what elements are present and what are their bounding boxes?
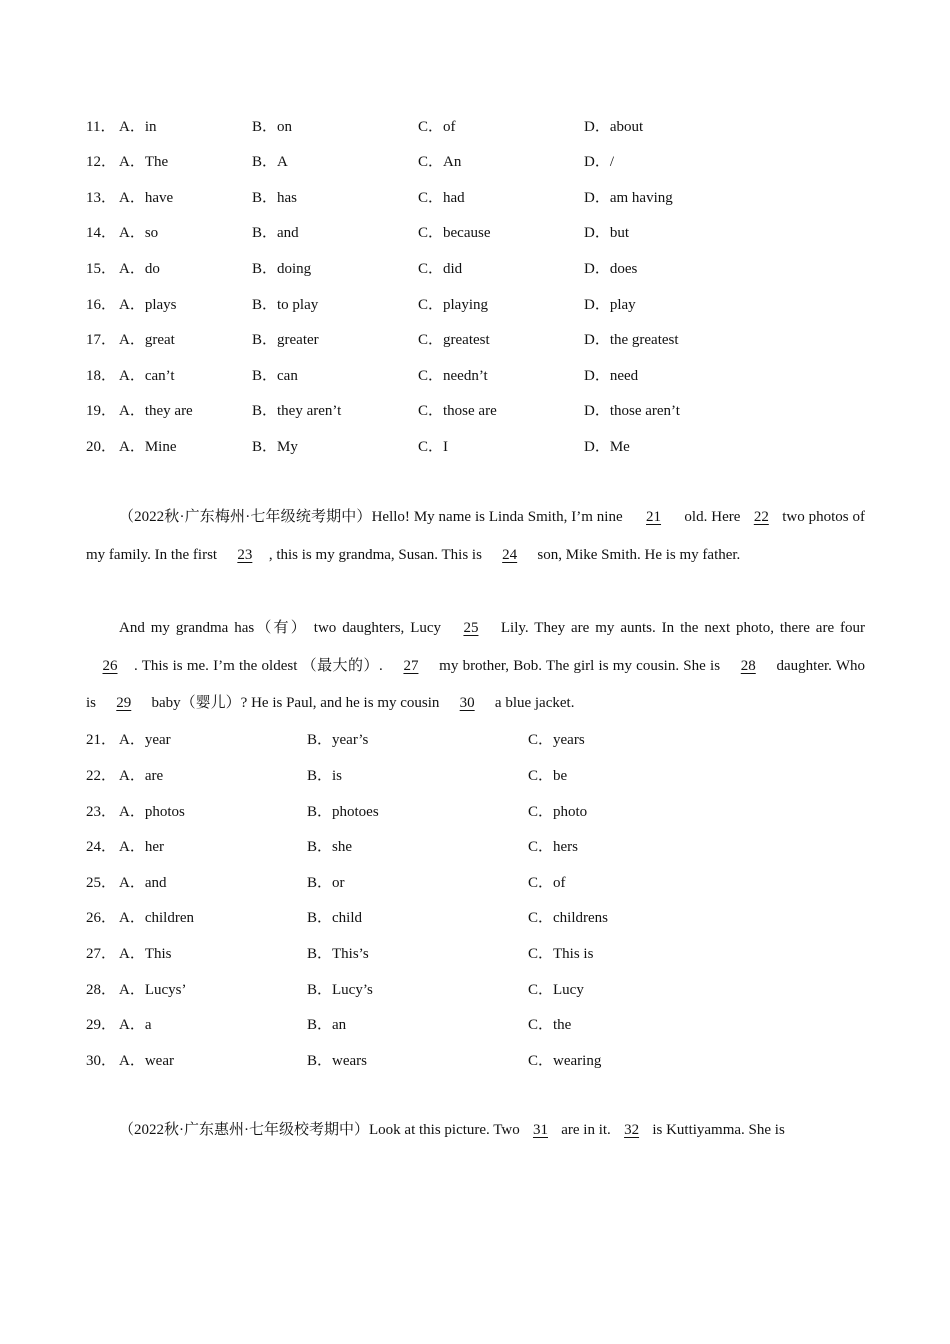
option-c: C．This is <box>528 946 594 962</box>
passage-text: are in it. <box>557 1122 615 1138</box>
option-d: D．about <box>584 119 644 135</box>
option-b: B．can <box>252 368 298 384</box>
question-number: 18． <box>86 368 117 384</box>
passage-paragraph-2 <box>86 610 865 723</box>
option-d: D．the greatest <box>584 332 679 348</box>
passage-text: , this is my grandma, Susan. This is <box>268 546 486 563</box>
option-b: B．or <box>307 875 345 891</box>
option-a: A．children <box>119 910 194 926</box>
option-b: B．they aren’t <box>252 403 342 419</box>
option-b: B．This’s <box>307 946 369 962</box>
option-c: C．wearing <box>528 1053 602 1069</box>
question-number: 21． <box>86 732 117 748</box>
option-c: C．hers <box>528 839 578 855</box>
option-a: A．so <box>119 225 159 241</box>
option-b: B．she <box>307 839 353 855</box>
passage-text: . This is me. I’m the oldest （最大的）. <box>134 657 387 674</box>
option-b: B．child <box>307 910 362 926</box>
option-a: A．year <box>119 732 171 748</box>
option-c: C．years <box>528 732 585 748</box>
option-c: C．playing <box>418 297 488 313</box>
option-b: B．wears <box>307 1053 367 1069</box>
option-c: C．needn’t <box>418 368 488 384</box>
option-d: D．need <box>584 368 639 384</box>
question-number: 13． <box>86 190 117 206</box>
question-number: 24． <box>86 839 117 855</box>
question-number: 15． <box>86 261 117 277</box>
option-a: A．great <box>119 332 175 348</box>
blank-26: 26 <box>102 657 118 674</box>
option-a: A．Lucys’ <box>119 982 187 998</box>
option-d: D．am having <box>584 190 673 206</box>
option-a: A．can’t <box>119 368 175 384</box>
option-c: C．be <box>528 768 568 784</box>
question-number: 19． <box>86 403 117 419</box>
question-number: 12． <box>86 154 117 170</box>
blank-28: 28 <box>740 657 756 674</box>
option-c: C．the <box>528 1017 572 1033</box>
option-b: B．is <box>307 768 343 784</box>
passage-source: （2022秋·广东梅州·七年级统考期中） <box>119 509 372 525</box>
option-a: A．are <box>119 768 164 784</box>
question-number: 23． <box>86 804 117 820</box>
option-d: D．does <box>584 261 638 277</box>
option-c: C．because <box>418 225 491 241</box>
option-c: C．greatest <box>418 332 490 348</box>
option-b: B．has <box>252 190 298 206</box>
option-b: B．on <box>252 119 293 135</box>
option-a: A．a <box>119 1017 152 1033</box>
option-b: B．My <box>252 439 298 455</box>
passage-text: daughter. Who is <box>86 657 865 711</box>
blank-27: 27 <box>403 657 419 674</box>
blank-32: 32 <box>624 1122 640 1138</box>
option-a: A．photos <box>119 804 185 820</box>
option-a: A．in <box>119 119 157 135</box>
option-a: A．plays <box>119 297 177 313</box>
option-d: D．/ <box>584 154 615 170</box>
question-number: 27． <box>86 946 117 962</box>
option-c: C．did <box>418 261 463 277</box>
passage-paragraph-3 <box>86 1112 865 1150</box>
passage-text: Hello! My name is Linda Smith, I’m nine <box>371 509 627 525</box>
question-number: 30． <box>86 1053 117 1069</box>
blank-22: 22 <box>753 509 769 525</box>
option-c: C．I <box>418 439 449 455</box>
option-b: B．to play <box>252 297 319 313</box>
option-c: C．of <box>528 875 566 891</box>
passage-text: is Kuttiyamma. She is <box>648 1122 785 1138</box>
passage-text: son, Mike Smith. He is my father. <box>533 546 741 563</box>
question-number: 17． <box>86 332 117 348</box>
option-a: A．they are <box>119 403 193 419</box>
option-c: C．of <box>418 119 456 135</box>
blank-31: 31 <box>532 1122 548 1138</box>
blank-23: 23 <box>237 546 253 563</box>
passage-paragraph-1 <box>86 499 865 574</box>
option-a: A．and <box>119 875 167 891</box>
passage-text: Look at this picture. Two <box>369 1122 524 1138</box>
passage-text: Lily. They are my aunts. In the next photo, there are four <box>494 620 866 636</box>
option-c: C．photo <box>528 804 588 820</box>
option-c: C．those are <box>418 403 497 419</box>
question-number: 14． <box>86 225 117 241</box>
blank-25: 25 <box>463 620 479 636</box>
blank-24: 24 <box>502 546 518 563</box>
option-b: B．year’s <box>307 732 369 748</box>
option-a: A．have <box>119 190 174 206</box>
option-b: B．Lucy’s <box>307 982 373 998</box>
passage-text: a blue jacket. <box>491 695 575 711</box>
question-number: 26． <box>86 910 117 926</box>
option-a: A．This <box>119 946 172 962</box>
option-d: D．but <box>584 225 630 241</box>
passage-text: my brother, Bob. The girl is my cousin. She is <box>434 657 725 674</box>
passage-text: two photos of my family. In the first <box>86 509 866 563</box>
option-b: B．greater <box>252 332 319 348</box>
option-c: C．Lucy <box>528 982 584 998</box>
question-number: 11． <box>86 119 116 135</box>
option-a: A．The <box>119 154 169 170</box>
passage-source: （2022秋·广东惠州·七年级校考期中） <box>119 1122 369 1138</box>
option-b: B．and <box>252 225 299 241</box>
option-a: A．wear <box>119 1053 174 1069</box>
option-a: A．her <box>119 839 164 855</box>
option-c: C．childrens <box>528 910 608 926</box>
option-b: B．A <box>252 154 288 170</box>
passage-text: old. Here <box>680 509 745 525</box>
option-b: B．photoes <box>307 804 379 820</box>
question-number: 28． <box>86 982 117 998</box>
question-number: 22． <box>86 768 117 784</box>
blank-21: 21 <box>646 509 662 525</box>
option-c: C．An <box>418 154 462 170</box>
blank-29: 29 <box>116 695 132 711</box>
passage-text: And my grandma has（有） two daughters, Lucy <box>119 620 447 636</box>
question-number: 16． <box>86 297 117 313</box>
option-a: A．do <box>119 261 160 277</box>
option-b: B．doing <box>252 261 312 277</box>
question-number: 20． <box>86 439 117 455</box>
blank-30: 30 <box>459 695 475 711</box>
option-d: D．play <box>584 297 636 313</box>
option-d: D．Me <box>584 439 630 455</box>
option-a: A．Mine <box>119 439 177 455</box>
option-b: B．an <box>307 1017 347 1033</box>
question-number: 29． <box>86 1017 117 1033</box>
option-d: D．those aren’t <box>584 403 680 419</box>
question-number: 25． <box>86 875 117 891</box>
option-c: C．had <box>418 190 465 206</box>
passage-text: baby（婴儿）? He is Paul, and he is my cousin <box>147 695 444 711</box>
